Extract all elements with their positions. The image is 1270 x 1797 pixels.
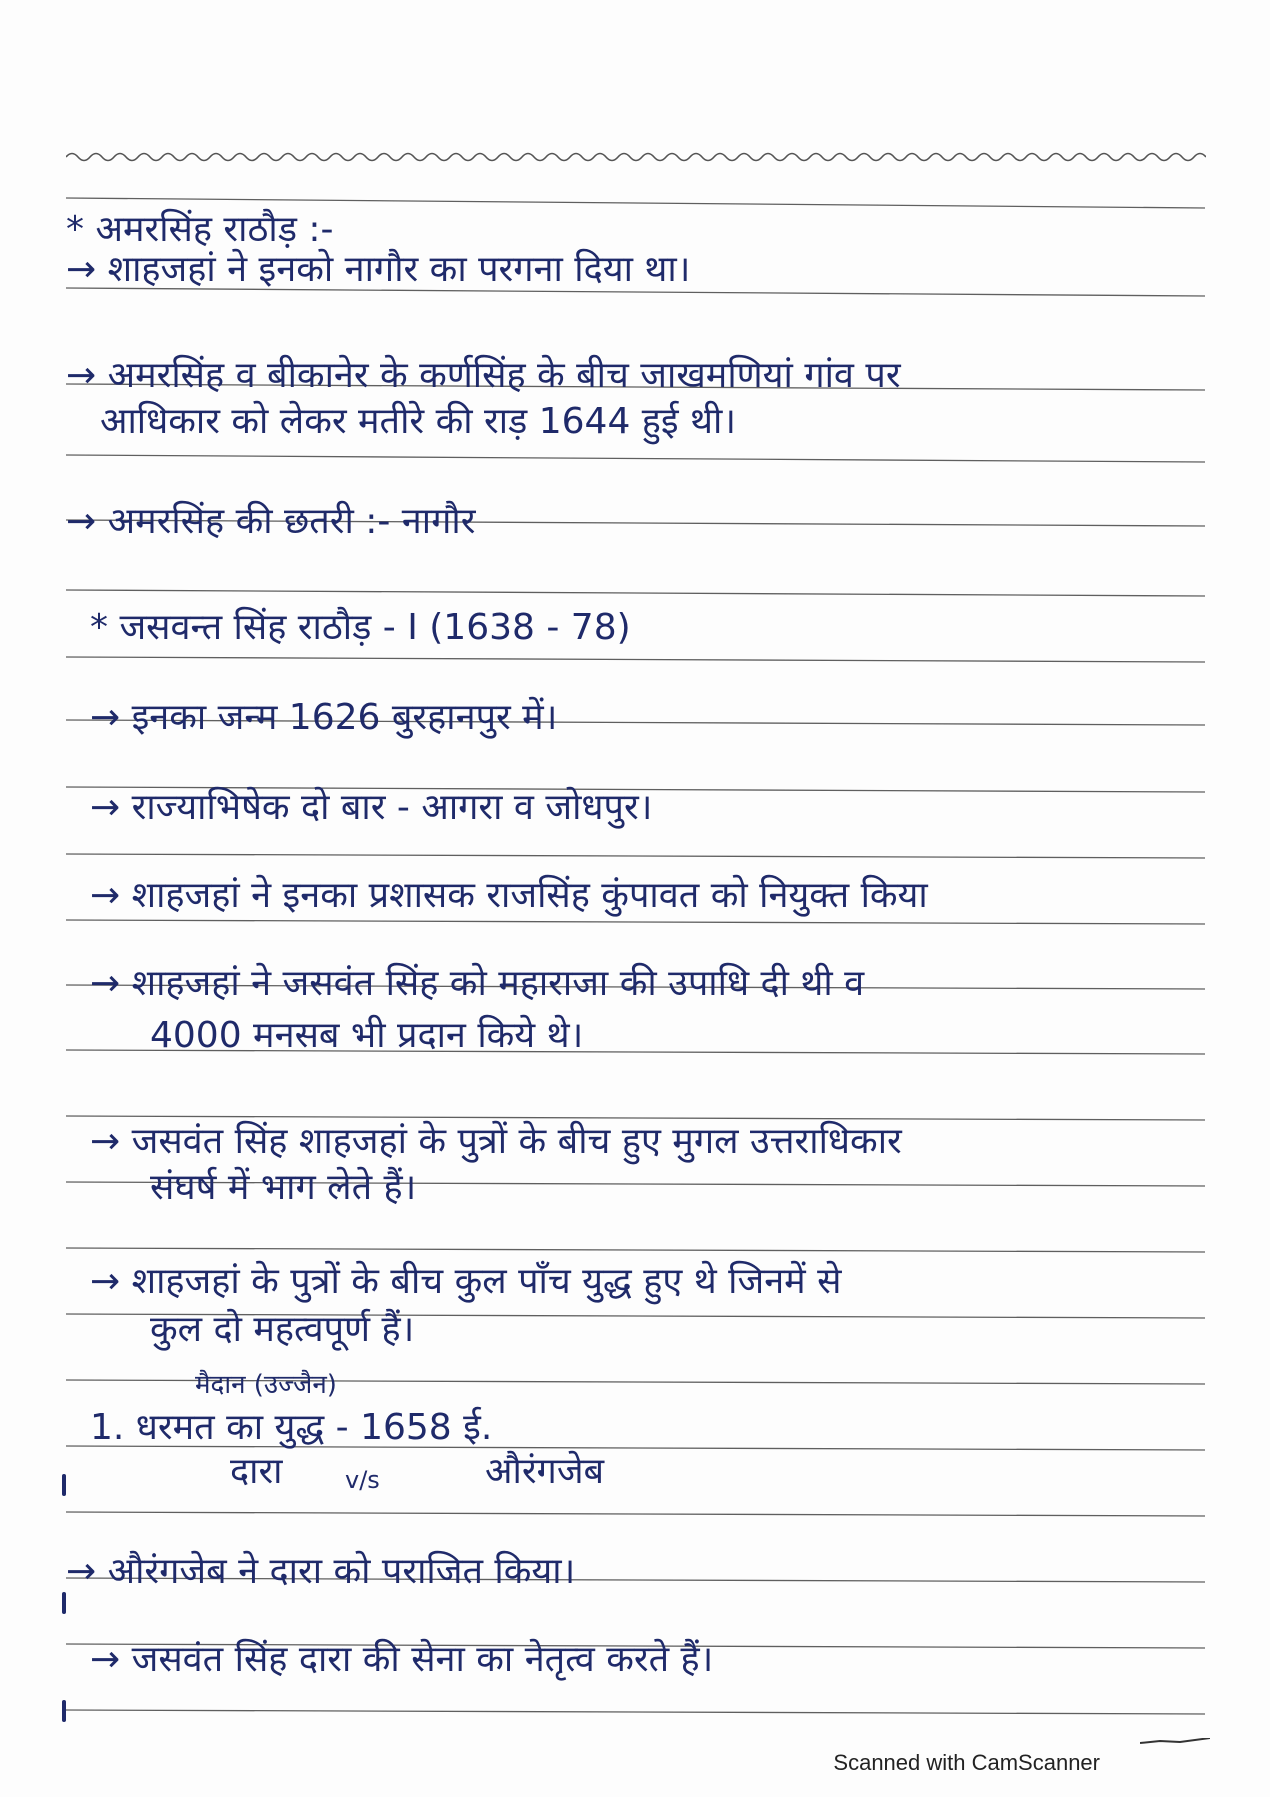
note-line: → जसवंत सिंह शाहजहां के पुत्रों के बीच हुए मुगल उत्तराधिकार (90, 1121, 902, 1162)
margin-tick (62, 1700, 66, 1722)
heading-jaswant-singh: * जसवन्त सिंह राठौड़ - I (1638 - 78) (90, 607, 631, 648)
note-versus: v/s (345, 1466, 380, 1494)
note-line: → शाहजहां ने इनको नागौर का परगना दिया था। (66, 249, 691, 290)
note-line: → अमरसिंह की छतरी :- नागौर (66, 501, 476, 542)
note-line: 1. धरमत का युद्ध - 1658 ई. (90, 1407, 493, 1448)
note-line: संघर्ष में भाग लेते हैं। (150, 1167, 417, 1208)
note-line: आधिकार को लेकर मतीरे की राड़ 1644 हुई थी। (100, 401, 737, 442)
margin-tick (62, 1592, 66, 1614)
note-line: → अमरसिंह व बीकानेर के कर्णसिंह के बीच जाखमणियां गांव पर (66, 355, 901, 396)
note-annotation: मैदान (उज्जैन) (195, 1370, 337, 1400)
note-party-left: दारा (230, 1451, 283, 1492)
scanner-watermark: Scanned with CamScanner (833, 1750, 1100, 1775)
note-line: → जसवंत सिंह दारा की सेना का नेतृत्व करते हैं। (90, 1639, 714, 1680)
note-line: → शाहजहां ने जसवंत सिंह को महाराजा की उपाधि दी थी व (90, 963, 865, 1004)
heading-amarsingh: * अमरसिंह राठौड़ :- (66, 209, 334, 250)
note-line: कुल दो महत्वपूर्ण हैं। (150, 1309, 415, 1350)
corner-mark (1140, 1738, 1210, 1744)
margin-tick (62, 1474, 66, 1496)
note-line: → इनका जन्म 1626 बुरहानपुर में। (90, 697, 558, 738)
note-party-right: औरंगजेब (485, 1451, 605, 1492)
note-line: → शाहजहां ने इनका प्रशासक राजसिंह कुंपावत को नियुक्त किया (90, 875, 928, 916)
note-line: → राज्याभिषेक दो बार - आगरा व जोधपुर। (90, 787, 653, 828)
note-line: → शाहजहां के पुत्रों के बीच कुल पॉंच युद्ध हुए थे जिनमें से (90, 1261, 842, 1302)
note-line: → औरंगजेब ने दारा को पराजित किया। (66, 1551, 576, 1592)
note-line: 4000 मनसब भी प्रदान किये थे। (150, 1015, 584, 1056)
